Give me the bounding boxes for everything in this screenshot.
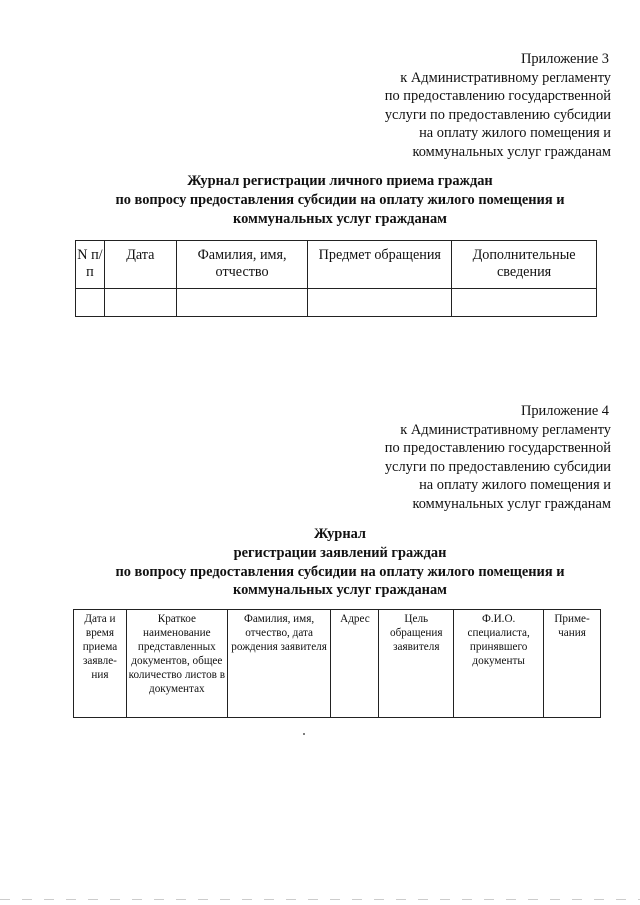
table-header-row <box>74 610 601 718</box>
column-header-subject: Предмет обращения <box>308 241 452 289</box>
annex-4-line: услуги по предоставлению субсидии <box>384 458 611 475</box>
journal-2-title-line: коммунальных услуг гражданам <box>233 582 447 599</box>
journal-2-title-line: Журнал <box>313 526 367 542</box>
journal-1-title-line: по вопросу предоставления субсидии на оплату жилого помещения и <box>115 191 565 208</box>
table-header-row <box>76 241 597 289</box>
column-header-notes: Приме- чания <box>544 610 601 718</box>
annex-4-line: по предоставлению государственной <box>384 440 611 457</box>
journal-1-title-line: коммунальных услуг гражданам <box>233 210 447 227</box>
table-cell[interactable] <box>308 289 452 317</box>
journal-2-table <box>73 609 601 718</box>
annex-3-line: коммунальных услуг гражданам <box>412 143 611 160</box>
annex-4-line: коммунальных услуг гражданам <box>412 495 611 512</box>
annex-4-number: Приложение 4 <box>520 403 609 419</box>
table-cell[interactable] <box>76 289 105 317</box>
journal-1-title-line: Журнал регистрации личного приема граждан <box>187 173 493 189</box>
journal-2-title-line: регистрации заявлений граждан <box>233 544 447 561</box>
annex-3-line: услуги по предоставлению субсидии <box>384 106 611 123</box>
journal-1-table <box>75 240 597 317</box>
journal-2-title-line: по вопросу предоставления субсидии на оплату жилого помещения и <box>115 563 565 580</box>
column-header-purpose: Цель обращения заявителя <box>379 610 454 718</box>
table-cell[interactable] <box>176 289 308 317</box>
column-header-full-name: Фамилия, имя, отчество <box>176 241 308 289</box>
column-header-date: Дата <box>104 241 176 289</box>
annex-3-number: Приложение 3 <box>520 51 609 67</box>
annex-3-line: по предоставлению государственной <box>384 88 611 105</box>
column-header-documents: Краткое наименование представленных документов, общее количество листов в документах <box>126 610 227 718</box>
table-cell[interactable] <box>452 289 597 317</box>
annex-3-line: к Административному регламенту <box>400 69 611 86</box>
column-header-address: Адрес <box>331 610 379 718</box>
journal-2-title <box>60 525 620 600</box>
column-header-specialist: Ф.И.О. специалиста, принявшего документы <box>454 610 544 718</box>
column-header-applicant-name: Фамилия, имя, отчество, дата рождения заявителя <box>227 610 331 718</box>
table-row <box>76 289 597 317</box>
column-header-additional-info: Дополнительные сведения <box>452 241 597 289</box>
scan-edge-line <box>0 899 640 900</box>
annex-4-line: к Административному регламенту <box>400 421 611 438</box>
journal-1-title <box>60 172 620 228</box>
scan-dot <box>303 733 305 735</box>
table-cell[interactable] <box>104 289 176 317</box>
column-header-reception-datetime: Дата и время приема заявле- ния <box>74 610 127 718</box>
annex-4-line: на оплату жилого помещения и <box>419 477 611 494</box>
annex-3-line: на оплату жилого помещения и <box>419 125 611 142</box>
annex-4-header <box>385 402 611 514</box>
annex-3-header <box>385 50 611 162</box>
column-header-number: N п/п <box>76 241 105 289</box>
